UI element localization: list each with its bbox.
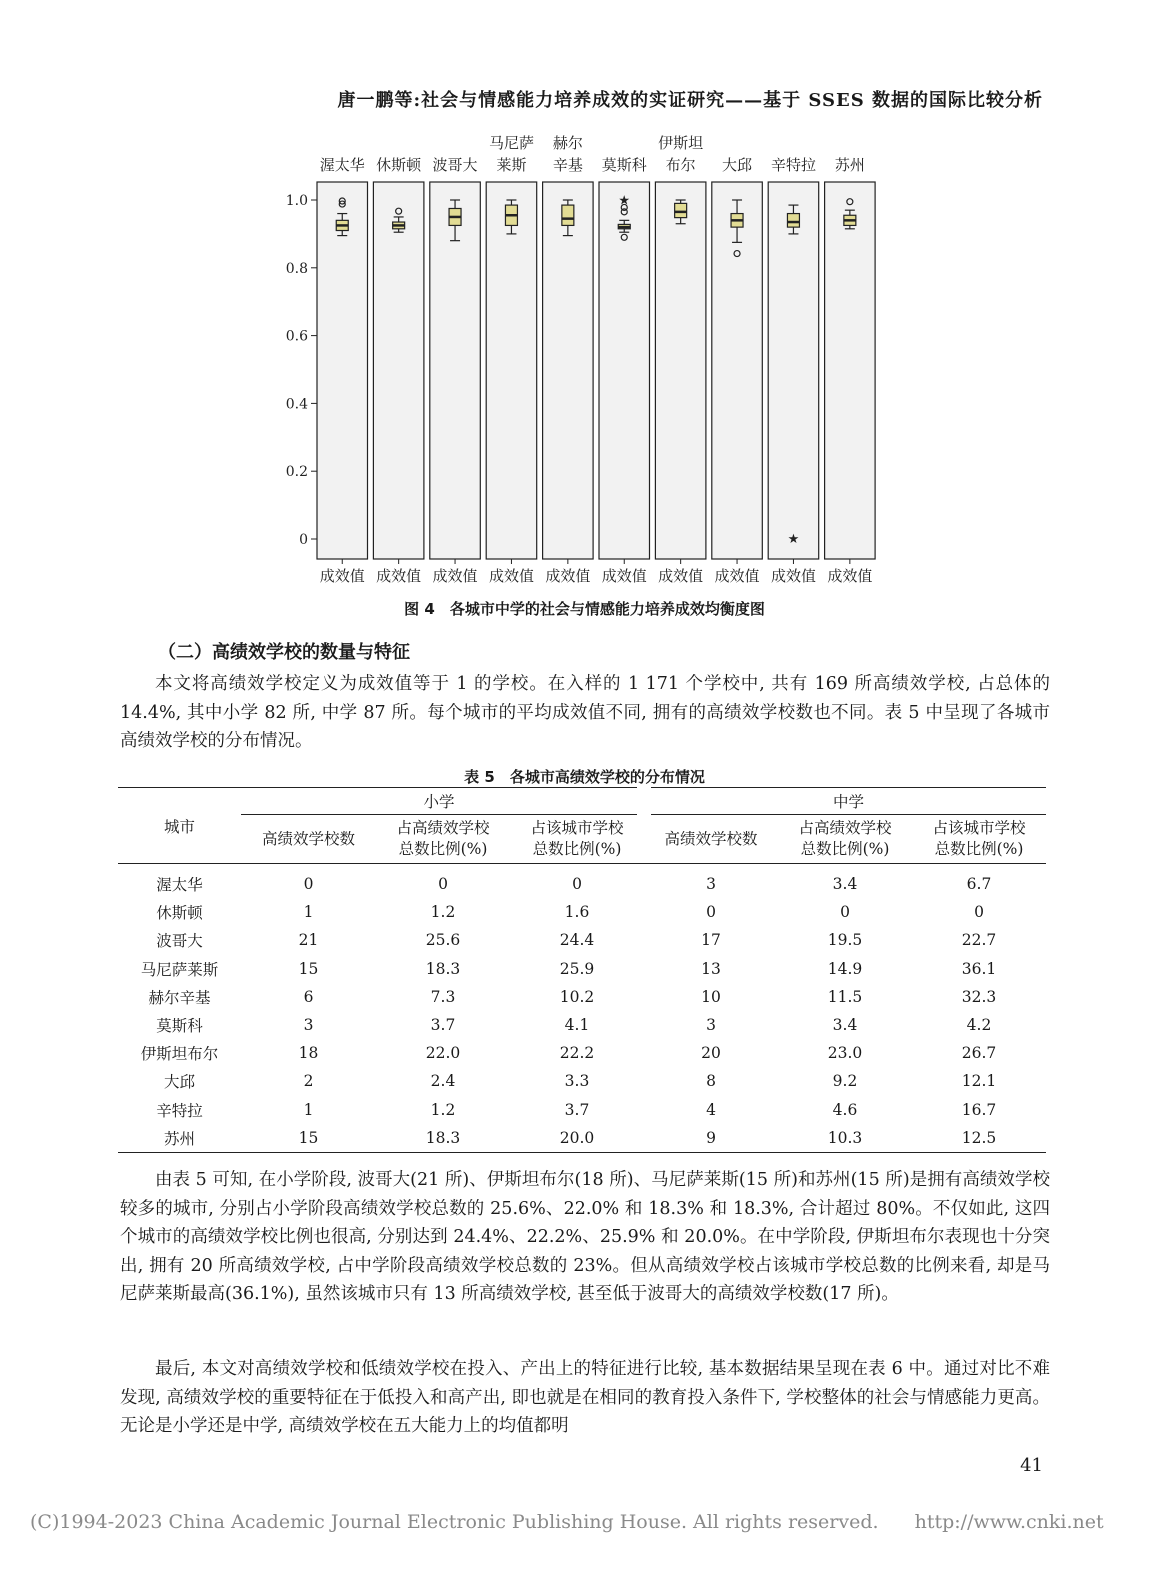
city-cell: 大邱 <box>163 1073 195 1092</box>
value-cell: 0 <box>840 903 850 922</box>
copyright-text: (C)1994-2023 China Academic Journal Electronic Publishing House. All rights reserved. <box>30 1511 879 1533</box>
value-cell: 19.5 <box>827 931 863 950</box>
value-cell: 18.3 <box>425 959 461 978</box>
col-share-header: 占高绩效学校 总数比例(%) <box>376 815 510 864</box>
value-cell: 3.4 <box>832 1016 858 1035</box>
value-cell: 12.1 <box>961 1072 997 1091</box>
col-share-header: 占高绩效学校 总数比例(%) <box>778 815 912 864</box>
panel-title: 渥太华 <box>319 156 365 174</box>
panel-frame <box>486 182 537 559</box>
value-cell: 13 <box>701 959 721 978</box>
footer-url[interactable]: http://www.cnki.net <box>914 1511 1104 1533</box>
table-row <box>118 1039 1046 1067</box>
value-cell: 11.5 <box>827 987 863 1006</box>
x-axis-label: 成效值 <box>545 567 591 585</box>
panel-frame <box>373 182 424 559</box>
value-cell: 1 <box>303 903 314 922</box>
table-title: 表 5 各城市高绩效学校的分布情况 <box>464 768 705 786</box>
x-axis-label: 成效值 <box>376 567 422 585</box>
figure-caption: 图 4 各城市中学的社会与情感能力培养成效均衡度图 <box>404 600 765 618</box>
value-cell: 3.3 <box>564 1072 590 1091</box>
value-cell: 9 <box>644 1124 778 1153</box>
panel-title: 休斯顿 <box>376 156 422 174</box>
table-row <box>118 955 1046 983</box>
x-axis-label: 成效值 <box>319 567 365 585</box>
value-cell: 0 <box>974 903 984 922</box>
running-header: 唐一鹏等:社会与情感能力培养成效的实证研究——基于 SSES 数据的国际比较分析 <box>337 90 1043 111</box>
value-cell: 18.3 <box>376 1124 510 1153</box>
value-cell: 20.0 <box>510 1124 644 1153</box>
panel-title: 伊斯坦 <box>658 134 704 152</box>
value-cell: 1.6 <box>564 903 590 922</box>
value-cell: 4.6 <box>832 1100 858 1119</box>
value-cell: 0 <box>303 875 314 894</box>
value-cell: 3.7 <box>564 1100 590 1119</box>
panel-frame <box>543 182 594 559</box>
value-cell: 22.0 <box>425 1044 461 1063</box>
x-axis-label: 成效值 <box>714 567 760 585</box>
value-cell: 4.1 <box>564 1016 590 1035</box>
x-axis-label: 成效值 <box>601 567 647 585</box>
value-cell: 0 <box>706 903 716 922</box>
value-cell: 0 <box>572 875 582 894</box>
value-cell: 3.7 <box>430 1016 456 1035</box>
panel-title: 苏州 <box>834 156 865 174</box>
value-cell: 3 <box>706 875 716 894</box>
table-row <box>118 983 1046 1011</box>
value-cell: 26.7 <box>961 1044 997 1063</box>
value-cell: 18 <box>298 1044 319 1063</box>
outlier-extreme-marker: ★ <box>618 193 631 209</box>
value-cell: 3 <box>706 1016 716 1035</box>
panel-title: 辛基 <box>552 156 583 174</box>
paragraph-2: 由表 5 可知, 在小学阶段, 波哥大(21 所)、伊斯坦布尔(18 所)、马尼萨莱斯(15 所)和苏州(15 所)是拥有高绩效学校较多的城市, 分别占小学阶段高绩效学校总数的 25.6%、22.0% 和 18.3% 和 18.3%, 合计超过 80%。不仅如此, 这四个城市的高绩效学校比例也很高, 分别达到 24.4%、22.2%、25.9% 和 20.0%。在中学阶段, 伊斯坦布尔表现也十分突出, 拥有 20 所高绩效学校, 占中学阶段高绩效学校总数的 23%。但从高绩效学校占该城市学校总数的比例来看, 却是马尼萨莱斯最高(36.1%), 虽然该城市只有 13 所高绩效学校, 甚至低于波哥大的高绩效学校数(17 所)。 <box>120 1170 1050 1304</box>
value-cell: 10 <box>701 987 721 1006</box>
value-cell: 1 <box>303 1100 314 1119</box>
y-tick-label: 0.8 <box>285 260 308 277</box>
city-cell: 马尼萨莱斯 <box>140 960 219 979</box>
y-tick-label: 0 <box>299 532 308 548</box>
y-tick-label: 0.6 <box>285 328 308 345</box>
x-axis-label: 成效值 <box>827 567 873 585</box>
value-cell: 6.7 <box>966 875 992 894</box>
panel-title: 马尼萨 <box>488 134 534 152</box>
panel-title: 波哥大 <box>432 156 478 174</box>
x-axis-label: 成效值 <box>432 567 478 585</box>
panel-frame <box>599 182 650 559</box>
table-row <box>118 1011 1046 1039</box>
value-cell: 1.2 <box>430 903 456 922</box>
value-cell: 8 <box>706 1072 716 1091</box>
panel-title: 赫尔 <box>552 134 583 152</box>
panel-title: 辛特拉 <box>770 156 816 174</box>
paragraph-1: 本文将高绩效学校定义为成效值等于 1 的学校。在入样的 1 171 个学校中, 共有 169 所高绩效学校, 占总体的 14.4%, 其中小学 82 所, 中学 87 所。每个城市的平均成效值不同, 拥有的高绩效学校数也不同。表 5 中呈现了各城市高绩效学校的分布情况。 <box>120 674 1050 751</box>
table-row <box>118 864 1046 899</box>
value-cell: 32.3 <box>961 987 997 1006</box>
group-primary-header: 小学 <box>241 788 644 815</box>
panel-frame <box>825 182 876 559</box>
value-cell: 4 <box>706 1100 716 1119</box>
box <box>675 203 687 217</box>
value-cell: 23.0 <box>827 1044 863 1063</box>
value-cell: 2.4 <box>430 1072 456 1091</box>
value-cell: 2 <box>303 1072 314 1091</box>
city-cell: 苏州 <box>118 1124 241 1153</box>
value-cell: 22.7 <box>961 931 997 950</box>
paragraph-3: 最后, 本文对高绩效学校和低绩效学校在投入、产出上的特征进行比较, 基本数据结果呈现在表 6 中。通过对比不难发现, 高绩效学校的重要特征在于低投入和高产出, 即也就是在相同的教育投入条件下, 学校整体的社会与情感能力更高。无论是小学还是中学, 高绩效学校在五大能力上的均值都明 <box>120 1359 1050 1436</box>
value-cell: 25.6 <box>425 931 461 950</box>
value-cell: 7.3 <box>430 987 456 1006</box>
y-tick-label: 0.4 <box>285 396 308 413</box>
city-cell: 辛特拉 <box>156 1101 203 1120</box>
value-cell: 15 <box>298 959 319 978</box>
city-header: 城市 <box>118 788 241 864</box>
col-count-header: 高绩效学校数 <box>241 815 376 864</box>
panel-frame <box>768 182 819 559</box>
footer <box>30 1511 1104 1533</box>
value-cell: 10.2 <box>559 987 595 1006</box>
value-cell: 3 <box>303 1016 314 1035</box>
col-city-share-header: 占该城市学校 总数比例(%) <box>510 815 644 864</box>
page-number: 41 <box>1020 1455 1043 1476</box>
value-cell: 0 <box>438 875 448 894</box>
y-tick-label: 0.2 <box>285 464 308 481</box>
panel-title: 大邱 <box>722 156 753 174</box>
table-row <box>118 926 1046 954</box>
table-row <box>118 1067 1046 1095</box>
value-cell: 4.2 <box>966 1016 992 1035</box>
x-axis-label: 成效值 <box>770 567 816 585</box>
value-cell: 16.7 <box>961 1100 997 1119</box>
value-cell: 24.4 <box>559 931 595 950</box>
panel-title: 布尔 <box>665 156 696 174</box>
y-tick-label: 1.0 <box>285 193 308 209</box>
value-cell: 9.2 <box>832 1072 858 1091</box>
value-cell: 15 <box>241 1124 376 1153</box>
city-cell: 赫尔辛基 <box>148 988 211 1007</box>
x-axis-label: 成效值 <box>488 567 534 585</box>
box <box>787 214 799 228</box>
table-row <box>118 898 1046 926</box>
value-cell: 6 <box>303 987 314 1006</box>
city-cell: 渥太华 <box>156 876 203 895</box>
value-cell: 22.2 <box>559 1044 595 1063</box>
value-cell: 36.1 <box>961 959 997 978</box>
panel-frame <box>317 182 368 559</box>
col-count-header: 高绩效学校数 <box>644 815 778 864</box>
value-cell: 10.3 <box>778 1124 912 1153</box>
x-axis-label: 成效值 <box>658 567 704 585</box>
section-heading: （二）高绩效学校的数量与特征 <box>158 642 410 663</box>
group-secondary-header: 中学 <box>644 788 1046 815</box>
value-cell: 12.5 <box>912 1124 1046 1153</box>
table-5 <box>118 787 1046 1153</box>
boxplot-figure <box>270 130 910 590</box>
panel-title: 莱斯 <box>496 156 527 174</box>
value-cell: 20 <box>701 1044 721 1063</box>
value-cell: 3.4 <box>832 875 858 894</box>
box <box>562 205 574 225</box>
value-cell: 21 <box>298 931 319 950</box>
outlier-extreme-marker: ★ <box>787 532 800 547</box>
value-cell: 14.9 <box>827 959 863 978</box>
city-cell: 伊斯坦布尔 <box>140 1045 219 1064</box>
city-cell: 波哥大 <box>156 932 203 951</box>
table-row <box>118 1124 1046 1153</box>
value-cell: 1.2 <box>430 1100 456 1119</box>
panel-title: 莫斯科 <box>601 156 647 174</box>
table-row <box>118 1096 1046 1124</box>
value-cell: 17 <box>701 931 721 950</box>
panel-frame <box>655 182 706 559</box>
city-cell: 休斯顿 <box>156 904 203 923</box>
col-city-share-header: 占该城市学校 总数比例(%) <box>912 815 1046 864</box>
value-cell: 25.9 <box>559 959 595 978</box>
city-cell: 莫斯科 <box>156 1017 203 1036</box>
